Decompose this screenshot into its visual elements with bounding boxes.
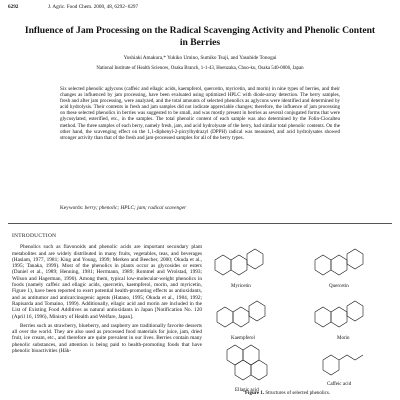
introduction-paragraph-1: Phenolics such as flavonoids and phenolic acids are important secondary plant metabolites and are widely distributed in many fruits, vegetables, teas, and beverages (Haslam, 1977, 1981; King and Young, 1999; Merken and Beecher, 2000; Okuda et al., 1995; Tanaka, 1999). Most of the phenolics in plants occur as glycosides or esters (Daniel et al., 1989; Henning, 1981; Herrmann, 1989; Rommel and Wrolstad, 1993; Wilson and Hagerman, 1990). Among them, typical low-molecular-weight phenolics in foods (namely caffeic and ellagic acids, quercetin, kaempferol, morin, and myricetin, Figure 1), have been reported to exert potential health-promoting effects as antioxidants, and as antitumor and anticarcinogenic agents (Hatano, 1995; Okuda et al., 1984, 1992; Rapisarda and Tomaino, 1999). Additionally, ellagic acid and morin are included in the List of Existing Food Additives as natural antioxidants in Japan [Notification No. 120 (April 16, 1996), Ministry of Health and Welfare, Japan]. bbox=[12, 244, 202, 320]
quercetin-structure bbox=[315, 249, 363, 275]
caffeic-acid-structure bbox=[323, 355, 363, 375]
morin-structure bbox=[315, 301, 363, 327]
keywords-line bbox=[60, 205, 340, 211]
journal-citation: J. Agric. Food Chem. 2000, 48, 6292−6297 bbox=[48, 4, 139, 10]
keywords-label: Keywords: bbox=[60, 205, 84, 211]
figure-caption-text: Structures of selected phenolics. bbox=[265, 391, 331, 396]
authors: Yoshiaki Amakura,* Yukiko Umino, Sumiko Tsuji, and Yasuhide Tonogai bbox=[123, 55, 277, 61]
morin-label: Morin bbox=[337, 336, 350, 341]
figure-caption bbox=[245, 391, 330, 396]
running-header bbox=[8, 4, 392, 14]
page-number: 6292 bbox=[8, 4, 19, 10]
myricetin-label: Myricetin bbox=[231, 284, 251, 289]
introduction-paragraph-2: Berries such as strawberry, blueberry, and raspberry are traditionally favorite desserts all over the world. They are also used as processed food materials for juice, jam, dried fruit, ice cream, etc., and therefore are quite prevalent in our lives. Berries contain many phenolic substances, and attention is being paid to health-promoting foods that have phenolic bioactivities (Häk- bbox=[12, 322, 202, 355]
introduction-heading: INTRODUCTION bbox=[12, 233, 57, 239]
affiliation: National Institute of Health Sciences, Osaka Branch, 1-1-43, Hoenzaka, Chuo-ku, Osaka 540-0006, Japan bbox=[96, 66, 304, 71]
quercetin-label: Quercetin bbox=[329, 284, 349, 289]
introduction-column bbox=[12, 233, 202, 357]
kaempferol-structure bbox=[217, 301, 265, 327]
caffeic-acid-label: Caffeic acid bbox=[327, 382, 352, 387]
paper-title: Influence of Jam Processing on the Radical Scavenging Activity and Phenolic Content in Berries bbox=[24, 25, 376, 48]
figure-caption-label: Figure 1. bbox=[245, 391, 265, 396]
section-divider bbox=[8, 223, 392, 224]
abstract: Six selected phenolic aglycons (caffeic and ellagic acids, kaempferol, quercetin, myricetin, and morin) in nine types of berries, and their changes as influenced by jam processing, have been evaluated using optimized HPLC with diode-array detection. The berry samples, fresh and after jam processing, were analyzed, and the total amounts of selected phenolics as aglycons were identified and determined by acid hydrolysis. Their contents in fresh and jam samples did not indicate appreciable changes; therefore, the influence of jam processing on these selected phenolics in berries was suggested to be small, and was mostly present in berries as several conjugated forms that were glycosylated, esterified, etc., in the samples. The total phenolic content of each sample was also determined by the Folin-Ciocalteu method. The three samples of each berry, namely fresh, jam, and acid hydrolysate of the berry, had similar total phenolic contents. On the other hand, the scavenging effect on the 1,1-diphenyl-2-picrylhydrazyl (DPPH) radical was measured, and acid hydrolysates showed stronger activity than that of the fresh and jam-processed samples for all of the berry types. bbox=[60, 86, 340, 141]
keywords-values: berry; phenolic; HPLC; jam; radical scavenger bbox=[84, 205, 187, 211]
ellagic-acid-label: Ellagic acid bbox=[235, 388, 259, 393]
myricetin-structure bbox=[215, 249, 263, 275]
ellagic-acid-structure bbox=[227, 345, 267, 380]
kaempferol-label: Kaempferol bbox=[231, 336, 255, 341]
figure-1-structures bbox=[205, 230, 395, 400]
